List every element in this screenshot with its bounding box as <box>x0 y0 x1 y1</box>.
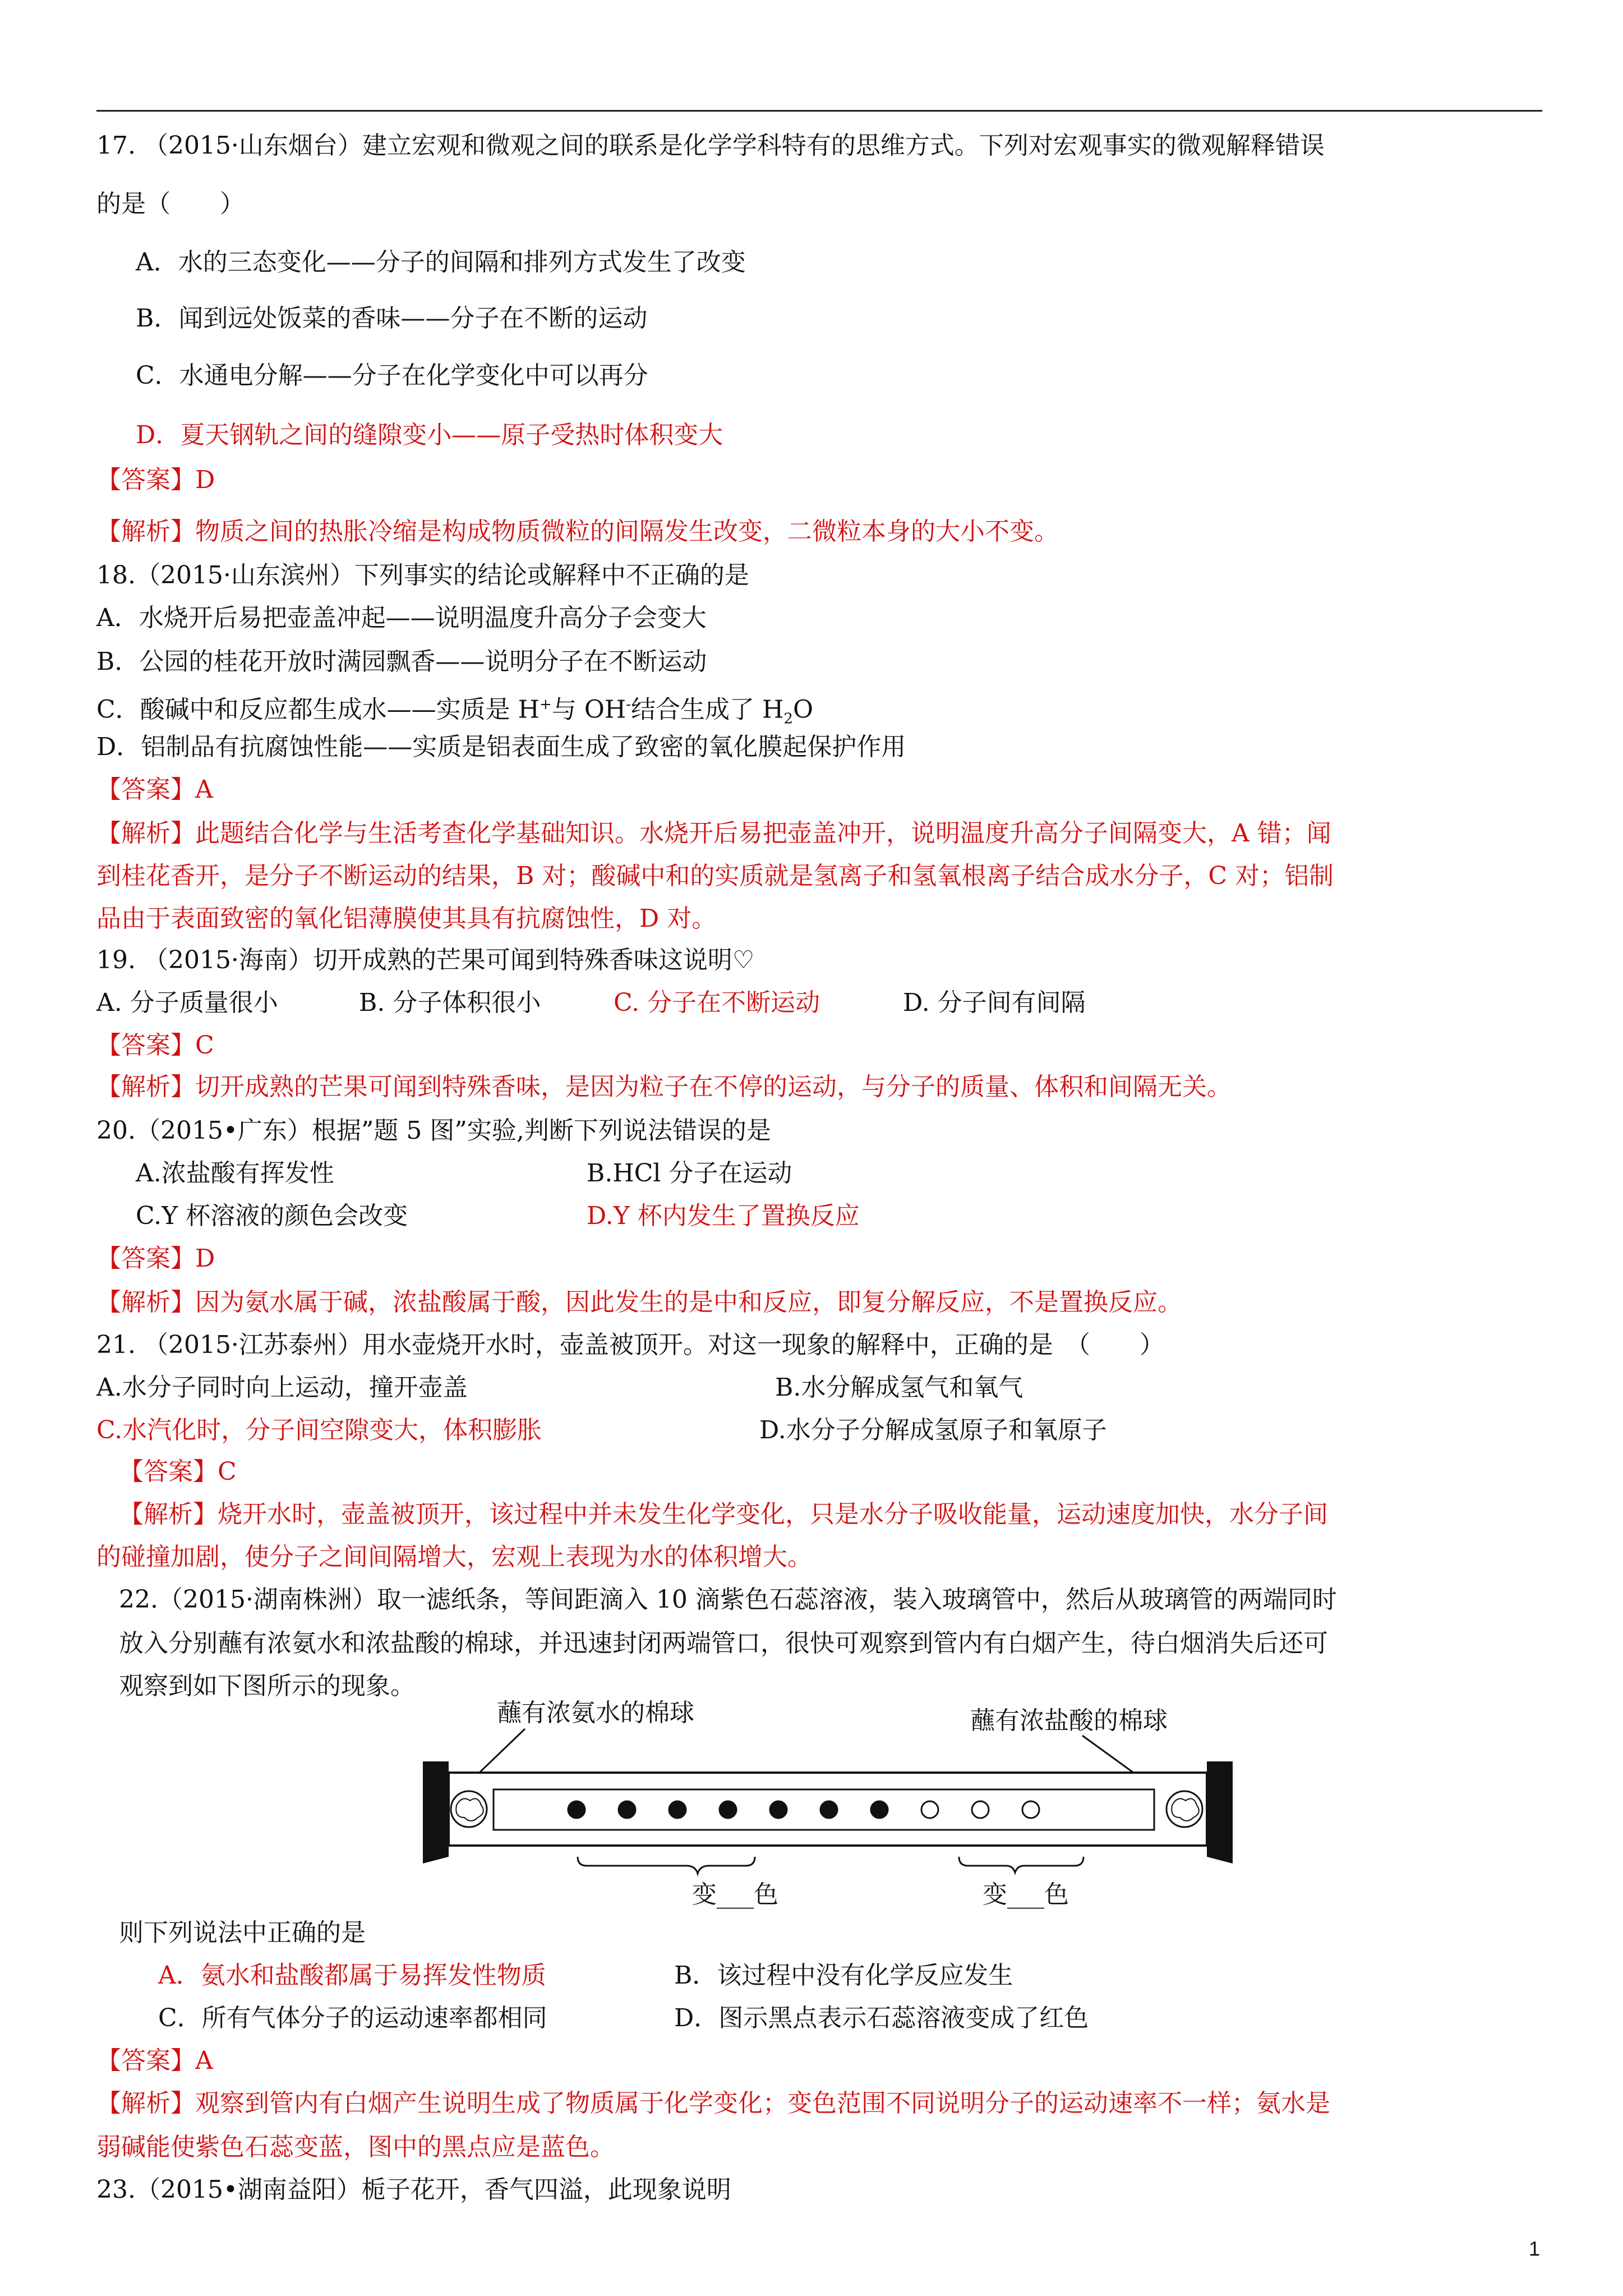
drop-filled <box>568 1801 585 1818</box>
brace-right <box>959 1857 1083 1872</box>
drop-hollow <box>972 1801 989 1818</box>
drop-filled <box>619 1801 635 1818</box>
q21-answer: 【答案】C <box>119 1457 237 1486</box>
q22-option-b: B．该过程中没有化学反应发生 <box>674 1961 1013 1990</box>
q21-option-a: A.水分子同时向上运动，撞开壶盖 <box>96 1373 468 1402</box>
cotton-ball-left <box>451 1791 487 1827</box>
q21-option-b: B.水分解成氢气和氧气 <box>775 1373 1023 1402</box>
q20-stem: 20.（2015•广东）根据”题 5 图”实验,判断下列说法错误的是 <box>96 1116 771 1145</box>
q19-option-d: D. 分子间有间隔 <box>903 988 1086 1017</box>
q17-stem-line1: 17. （2015·山东烟台）建立宏观和微观之间的联系是化学学科特有的思维方式。下列对宏观事实的微观解释错误 <box>96 131 1325 160</box>
q18-analysis-line3: 品由于表面致密的氧化铝薄膜使其具有抗腐蚀性，D 对。 <box>96 904 717 933</box>
drop-filled <box>669 1801 686 1818</box>
q19-option-b: B. 分子体积很小 <box>359 988 541 1017</box>
label-hcl-cotton: 蘸有浓盐酸的棉球 <box>970 1706 1168 1735</box>
color-change-label-right: 变___色 <box>983 1880 1069 1909</box>
q19-option-c: C. 分子在不断运动 <box>614 988 820 1017</box>
q18-analysis-line2: 到桂花香开，是分子不断运动的结果，B 对；酸碱中和的实质就是氢离子和氢氧根离子结合成水分子，C 对；铝制 <box>96 862 1334 890</box>
q17-option-a: A．水的三态变化——分子的间隔和排列方式发生了改变 <box>136 248 746 277</box>
color-change-label-left: 变___色 <box>692 1880 778 1909</box>
q20-answer: 【答案】D <box>96 1244 215 1273</box>
q18-option-c: C．酸碱中和反应都生成水——实质是 H+与 OH-结合生成了 $H_2O$ <box>96 695 814 728</box>
header-rule <box>96 110 1542 112</box>
q19-option-a: A. 分子质量很小 <box>96 988 278 1017</box>
drop-filled <box>871 1801 888 1818</box>
q17-stem-line2: 的是（ ） <box>96 190 245 218</box>
q20-option-a: A.浓盐酸有挥发性 <box>136 1159 334 1188</box>
q21-analysis-line1: 【解析】烧开水时，壶盖被顶开，该过程中并未发生化学变化，只是水分子吸收能量，运动速度加快，水分子间 <box>119 1500 1328 1529</box>
drop-hollow <box>1022 1801 1039 1818</box>
q18-option-d: D．铝制品有抗腐蚀性能——实质是铝表面生成了致密的氧化膜起保护作用 <box>96 733 906 761</box>
q21-stem: 21. （2015·江苏泰州）用水壶烧开水时，壶盖被顶开。对这一现象的解释中，正确的是 （ ） <box>96 1331 1164 1359</box>
q22-answer: 【答案】A <box>96 2046 213 2075</box>
q19-stem: 19. （2015·海南）切开成熟的芒果可闻到特殊香味这说明♡ <box>96 946 755 974</box>
drop-filled <box>820 1801 837 1818</box>
q23-stem: 23.（2015•湖南益阳）栀子花开，香气四溢，此现象说明 <box>96 2175 731 2204</box>
q22-stem-line1: 22.（2015·湖南株洲）取一滤纸条，等间距滴入 10 滴紫色石蕊溶液，装入玻璃管中，然后从玻璃管的两端同时 <box>119 1585 1337 1614</box>
q18-option-b: B．公园的桂花开放时满园飘香——说明分子在不断运动 <box>96 647 707 676</box>
glass-tube-figure <box>415 1677 1245 1913</box>
q22-stem-line2: 放入分别蘸有浓氨水和浓盐酸的棉球，并迅速封闭两端管口，很快可观察到管内有白烟产生，待白烟消失后还可 <box>119 1629 1328 1658</box>
q21-option-d: D.水分子分解成氢原子和氧原子 <box>759 1416 1107 1444</box>
drop-hollow <box>921 1801 938 1818</box>
q17-option-b: B．闻到远处饭菜的香味——分子在不断的运动 <box>136 304 648 333</box>
q19-analysis: 【解析】切开成熟的芒果可闻到特殊香味，是因为粒子在不停的运动，与分子的质量、体积和间隔无关。 <box>96 1073 1232 1101</box>
q18-answer: 【答案】A <box>96 775 213 804</box>
q22-option-a: A．氨水和盐酸都属于易挥发性物质 <box>158 1961 546 1990</box>
q20-option-d: D.Y 杯内发生了置换反应 <box>587 1202 860 1230</box>
drop-filled <box>770 1801 787 1818</box>
page-number: 1 <box>1528 2237 1540 2260</box>
q17-option-d: D．夏天钢轨之间的缝隙变小——原子受热时体积变大 <box>136 421 723 449</box>
cotton-ball-right <box>1166 1791 1202 1827</box>
q18-stem: 18.（2015·山东滨州）下列事实的结论或解释中不正确的是 <box>96 561 749 590</box>
q21-option-c: C.水汽化时，分子间空隙变大，体积膨胀 <box>96 1416 542 1444</box>
left-stopper <box>423 1761 449 1864</box>
q18-option-a: A．水烧开后易把壶盖冲起——说明温度升高分子会变大 <box>96 604 707 632</box>
q22-option-d: D．图示黑点表示石蕊溶液变成了红色 <box>674 2004 1089 2032</box>
q18-analysis-line1: 【解析】此题结合化学与生活考查化学基础知识。水烧开后易把壶盖冲开，说明温度升高分子间隔变大，A 错；闻 <box>96 819 1331 848</box>
q20-option-b: B.HCl 分子在运动 <box>587 1159 792 1188</box>
q17-option-c: C．水通电分解——分子在化学变化中可以再分 <box>136 361 648 390</box>
q20-option-c: C.Y 杯溶液的颜色会改变 <box>136 1202 408 1230</box>
q22-analysis-line1: 【解析】观察到管内有白烟产生说明生成了物质属于化学变化；变色范围不同说明分子的运动速率不一样；氨水是 <box>96 2089 1330 2118</box>
brace-left <box>578 1857 755 1874</box>
q22-stem-line3: 观察到如下图所示的现象。 <box>119 1672 415 1700</box>
q17-answer: 【答案】D <box>96 466 215 494</box>
right-stopper <box>1207 1761 1233 1864</box>
q21-analysis-line2: 的碰撞加剧，使分子之间间隔增大，宏观上表现为水的体积增大。 <box>96 1543 812 1571</box>
q22-analysis-line2: 弱碱能使紫色石蕊变蓝，图中的黑点应是蓝色。 <box>96 2133 615 2161</box>
q17-analysis: 【解析】物质之间的热胀冷缩是构成物质微粒的间隔发生改变，二微粒本身的大小不变。 <box>96 517 1059 546</box>
drop-filled <box>720 1801 736 1818</box>
label-ammonia-cotton: 蘸有浓氨水的棉球 <box>497 1699 694 1727</box>
q19-answer: 【答案】C <box>96 1031 214 1060</box>
q22-lead: 则下列说法中正确的是 <box>119 1918 366 1947</box>
q22-option-c: C．所有气体分子的运动速率都相同 <box>158 2004 547 2032</box>
q20-analysis: 【解析】因为氨水属于碱，浓盐酸属于酸，因此发生的是中和反应，即复分解反应，不是置换反应。 <box>96 1288 1182 1317</box>
